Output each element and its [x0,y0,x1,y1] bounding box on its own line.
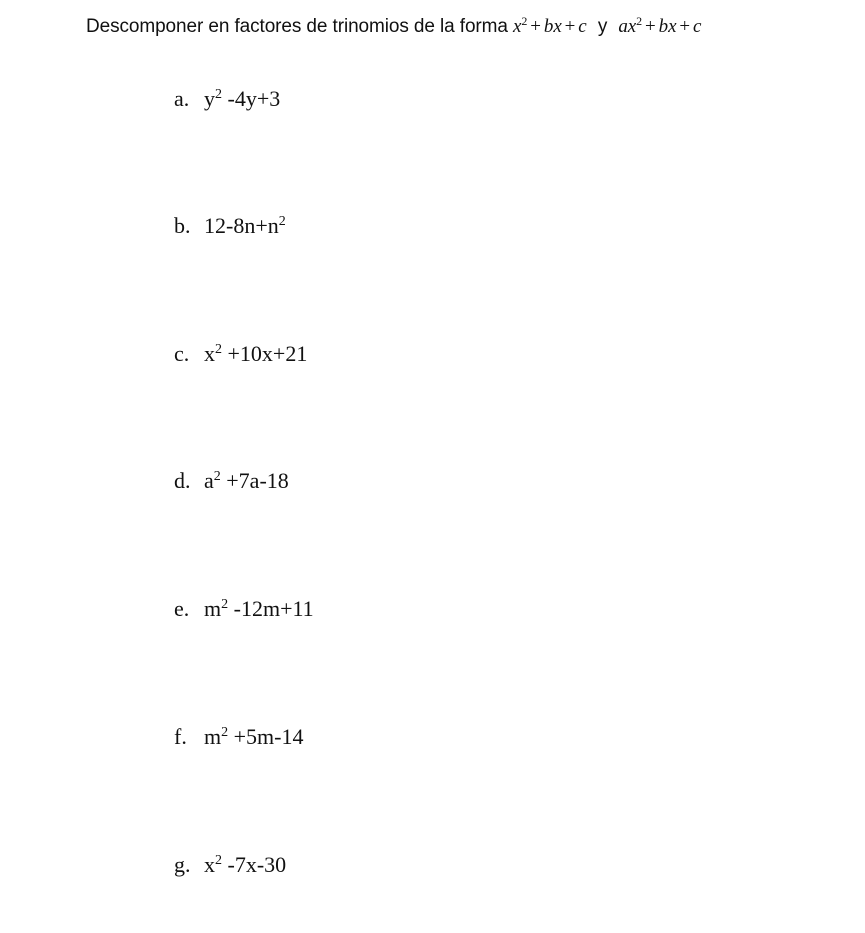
problem-rest: -12m+11 [228,596,314,621]
problem-rest: -7x-30 [222,852,287,877]
formula-general-trinomial: $ax^2$ + bx + c [618,14,702,37]
problem-label: f. [174,724,187,749]
formula-1-b: bx [543,16,562,37]
problem-exponent: 2 [215,853,222,868]
problem-e [174,596,314,622]
problem-g [174,852,286,878]
problem-exponent: 2 [213,469,221,484]
problem-term: a [204,468,214,493]
problem-rest: +7a-18 [220,468,289,493]
problem-term: m [204,724,222,749]
problem-exponent: 2 [221,725,229,740]
problem-exponent: 2 [278,214,286,229]
formula-2-c: c [693,16,702,37]
problem-label: a. [174,86,190,111]
problem-label: b. [174,213,191,238]
problem-f [174,724,303,750]
title-text: Descomponer en factores de trinomios de la forma [86,16,508,37]
problem-term: x [204,852,215,877]
problem-label: c. [174,341,190,366]
problem-exponent: 2 [215,87,222,102]
formula-2-var: ax [618,16,637,37]
problem-label: g. [174,852,191,877]
problem-exponent: 2 [215,342,222,357]
problem-a [174,86,280,112]
title-conjunction: y [597,16,608,37]
problem-rest: +5m-14 [228,724,304,749]
formula-1-exp: 2 [521,14,528,28]
formula-monic-trinomial: $x^2$ + bx + c [513,14,587,37]
page-title [86,16,701,38]
problem-term: x [204,341,215,366]
problem-label: d. [174,468,191,493]
problem-exponent: 2 [221,597,229,612]
problem-b [174,213,286,239]
formula-2-exp: 2 [636,14,643,28]
problem-rest: -4y+3 [222,86,281,111]
formula-2-b: bx [658,16,677,37]
problem-term: 12-8n+n [204,213,279,238]
formula-1-var: x [513,16,522,37]
formula-1-c: c [578,16,587,37]
problem-term: m [204,596,222,621]
problem-c [174,341,307,367]
problem-d [174,468,289,494]
problem-label: e. [174,596,190,621]
problem-term: y [204,86,215,111]
problem-rest: +10x+21 [222,341,308,366]
